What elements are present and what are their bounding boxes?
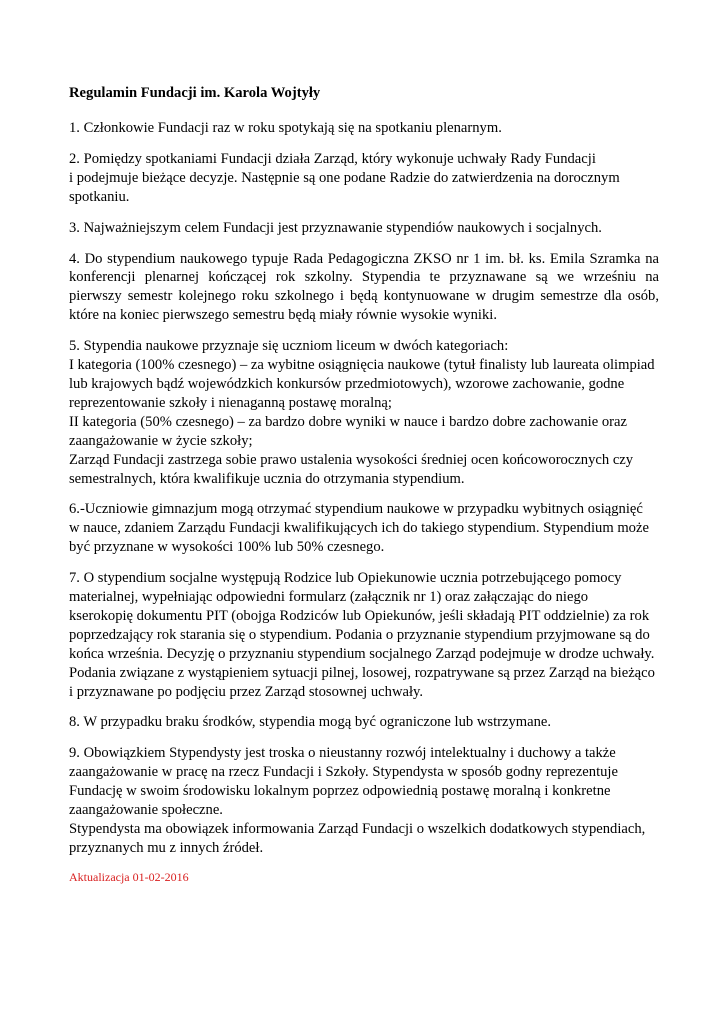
paragraph-line: być przyznane w wysokości 100% lub 50% czesnego. bbox=[69, 539, 385, 556]
paragraph-4 bbox=[69, 250, 659, 326]
paragraph-line: które na koniec pierwszego semestru będą miały równie wysokie wyniki. bbox=[69, 307, 497, 324]
paragraph-line: Stypendysta ma obowiązek informowania Zarząd Fundacji o wszelkich dodatkowych stypendiach, bbox=[69, 821, 646, 837]
paragraph-line: 7. O stypendium socjalne występują Rodzice lub Opiekunowie ucznia potrzebującego pomocy bbox=[69, 570, 622, 587]
paragraph-line: końca września. Decyzję o przyznaniu stypendium socjalnego Zarząd podejmuje w drodze uchwały. bbox=[69, 645, 655, 662]
document-page bbox=[69, 84, 659, 884]
paragraph-line: Zarząd Fundacji zastrzega sobie prawo ustalenia wysokości średniej ocen końcoworocznych czy bbox=[69, 451, 634, 468]
paragraph-line: 9. Obowiązkiem Stypendysty jest troska o nieustanny rozwój intelektualny i duchowy a także bbox=[69, 745, 616, 762]
paragraph-line: 2. Pomiędzy spotkaniami Fundacji działa Zarząd, który wykonuje uchwały Rady Fundacji bbox=[69, 150, 596, 167]
paragraph-line: pierwszy semestr kolejnego roku szkolnego i będą kontynuowane w drugim semestrze dla osób, bbox=[69, 288, 659, 305]
paragraph-line: poprzedzający rok starania się o stypendium. Podania o przyznanie stypendium przyjmowane są do bbox=[69, 626, 650, 643]
paragraph-line: konferencji plenarnej kończącej rok szkolny. Stypendia te przyznawane są we wrześniu na bbox=[69, 269, 659, 286]
paragraph-2 bbox=[69, 150, 659, 207]
paragraph-line: reprezentowanie szkoły i nienaganną postawę moralną; bbox=[69, 394, 392, 411]
update-note: Aktualizacja 01-02-2016 bbox=[69, 869, 189, 884]
paragraph-line: zaangażowanie społeczne. bbox=[69, 802, 223, 819]
paragraph-line: 4. Do stypendium naukowego typuje Rada Pedagogiczna ZKSO nr 1 im. bł. ks. Emila Szramka na bbox=[69, 250, 659, 267]
paragraph-line: II kategoria (50% czesnego) – za bardzo dobre wyniki w nauce i bardzo dobre zachowanie oraz bbox=[69, 413, 627, 430]
paragraph-5 bbox=[69, 337, 659, 488]
paragraph-line: Fundację w swoim środowisku lokalnym poprzez odpowiednią postawę moralną i konkretne bbox=[69, 783, 611, 800]
paragraph-line: 5. Stypendia naukowe przyznaje się uczniom liceum w dwóch kategoriach: bbox=[69, 338, 509, 355]
paragraph-7 bbox=[69, 569, 659, 701]
paragraph-8 bbox=[69, 713, 659, 732]
paragraph-line: 1. Członkowie Fundacji raz w roku spotykają się na spotkaniu plenarnym. bbox=[69, 120, 502, 136]
paragraph-1 bbox=[69, 119, 659, 138]
paragraph-line: i podejmuje bieżące decyzje. Następnie są one podane Radzie do zatwierdzenia na dorocznym bbox=[69, 169, 620, 186]
paragraph-line: zaangażowanie w pracę na rzecz Fundacji i Szkoły. Stypendysta w sposób godny reprezentuje bbox=[69, 764, 618, 781]
paragraph-line: semestralnych, która kwalifikuje ucznia do otrzymania stypendium. bbox=[69, 470, 465, 487]
paragraph-line: i przyznawane po podjęciu przez Zarząd stosownej uchwały. bbox=[69, 683, 424, 700]
paragraph-line: przyznanych mu z innych źródeł. bbox=[69, 839, 264, 856]
paragraph-3 bbox=[69, 219, 659, 238]
paragraph-line: Podania związane z wystąpieniem sytuacji pilnej, losowej, rozpatrywane są przez Zarząd na bieżąco bbox=[69, 664, 655, 681]
paragraph-line: 3. Najważniejszym celem Fundacji jest przyznawanie stypendiów naukowych i socjalnych. bbox=[69, 219, 602, 236]
paragraph-line: zaangażowanie w życie szkoły; bbox=[69, 432, 253, 449]
paragraph-line: lub krajowych bądź wojewódzkich konkursów przedmiotowych), wzorowe zachowanie, godne bbox=[69, 375, 625, 392]
document-body bbox=[69, 119, 659, 858]
document-title: Regulamin Fundacji im. Karola Wojtyły bbox=[69, 85, 321, 101]
paragraph-6 bbox=[69, 500, 659, 557]
paragraph-line: materialnej, wypełniając odpowiedni formularz (załącznik nr 1) oraz załączając do niego bbox=[69, 589, 589, 606]
paragraph-line: spotkaniu. bbox=[69, 188, 130, 205]
paragraph-line: kserokopię dokumentu PIT (obojga Rodziców lub Opiekunów, jeśli składają PIT oddzielnie) za rok bbox=[69, 607, 650, 624]
paragraph-line: w nauce, zdaniem Zarządu Fundacji kwalifikujących ich do takiego stypendium. Stypendium może bbox=[69, 520, 649, 537]
paragraph-line: I kategoria (100% czesnego) – za wybitne osiągnięcia naukowe (tytuł finalisty lub laureata olimpiad bbox=[69, 357, 655, 374]
paragraph-line: 6.-Uczniowie gimnazjum mogą otrzymać stypendium naukowe w przypadku wybitnych osiągnięć bbox=[69, 501, 643, 518]
paragraph-9 bbox=[69, 744, 659, 857]
paragraph-line: 8. W przypadku braku środków, stypendia mogą być ograniczone lub wstrzymane. bbox=[69, 714, 552, 731]
